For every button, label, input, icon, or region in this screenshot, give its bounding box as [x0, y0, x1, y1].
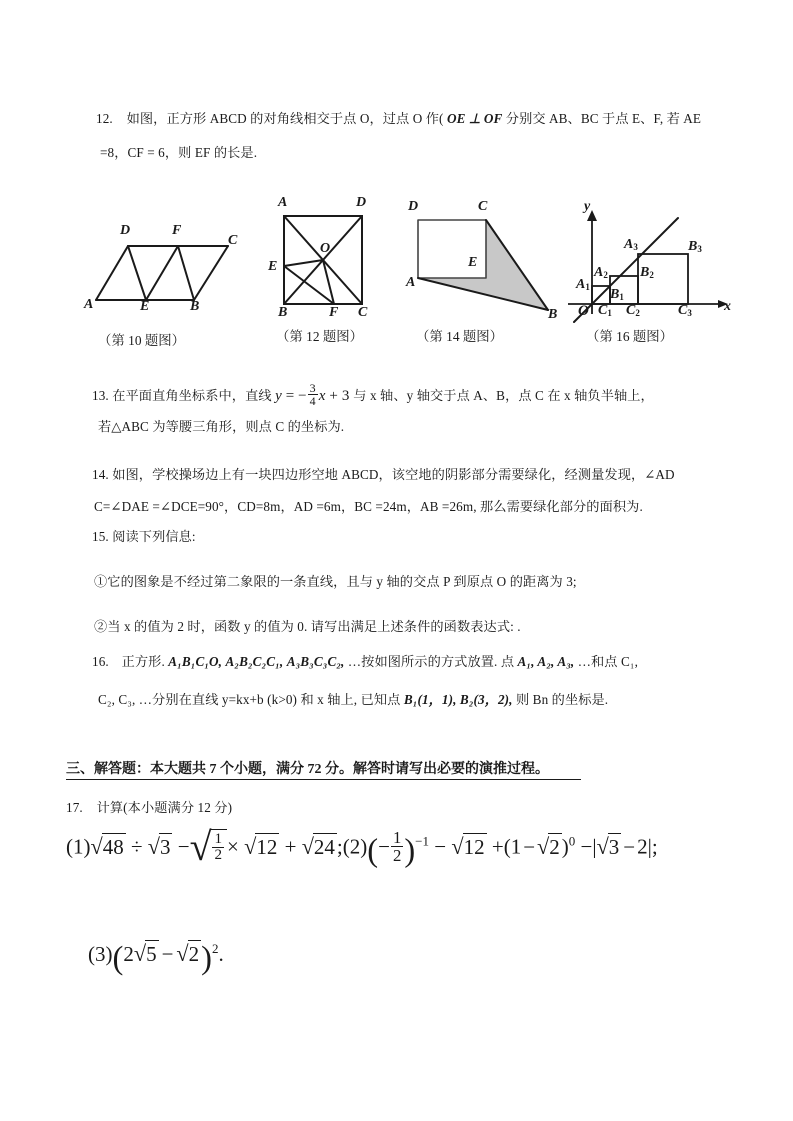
- figure-14-label-d: D: [408, 199, 419, 214]
- figures-row: [0, 195, 793, 358]
- question-13-math-x: x: [318, 387, 326, 404]
- question-16-point-b1: B₁(1，1),: [403, 692, 457, 707]
- figure-16-label-b3: B3: [688, 239, 702, 254]
- minus-sign-3: −: [161, 942, 174, 966]
- figure-14-label-e: E: [468, 255, 478, 270]
- question-16-points-a: A₁, A₂, A₃,: [517, 654, 575, 669]
- figure-14-drawing: [408, 200, 558, 322]
- question-16-text-c: …和点 C₁,: [577, 654, 638, 669]
- question-15-item-1: ①它的图象是不经过第二象限的一条直线，且与 y 轴的交点 P 到原点 O 的距离为 3;: [94, 574, 577, 589]
- question-15-number: 15.: [92, 529, 109, 544]
- fraction-one-half-1: $\frac{1}{2}$: [214, 830, 223, 864]
- figure-12-caption: （第 12 题图）: [276, 329, 364, 344]
- question-12-math-oe-of: OE ⊥ OF: [446, 111, 503, 126]
- figure-16-caption: （第 16 题图）: [586, 329, 674, 344]
- figure-12-label-c: C: [358, 305, 368, 320]
- minus-sign-2b: −: [434, 834, 447, 859]
- sqrt-2-b: √2: [176, 941, 200, 966]
- question-17-expression-3: [88, 940, 224, 977]
- exponent-0: 0: [568, 833, 576, 849]
- times-sign-1: ×: [227, 834, 239, 859]
- figure-14-shaded-area: [418, 220, 548, 310]
- figure-12: [268, 195, 402, 344]
- question-15-title: 阅读下列信息:: [112, 529, 196, 544]
- question-17-title: 计算(本小题满分 12 分): [96, 800, 233, 815]
- question-13-text-b: 与 x 轴、y 轴交于点 A、B，点 C 在 x 轴负半轴上，: [353, 387, 654, 403]
- question-16-text-d: C₂, C₃, …分别在直线 y=kx+b (k>0) 和 x 轴上, 已知点: [98, 692, 401, 707]
- exponent-2: 2: [211, 941, 219, 956]
- figure-12-label-o: O: [320, 241, 331, 256]
- question-12-text-a: 如图，正方形 ABCD 的对角线相交于点 O，过点 O 作(: [126, 111, 444, 126]
- open-paren-4: (: [112, 940, 124, 977]
- figure-16-label-origin: O: [578, 303, 589, 319]
- figure-16: [566, 199, 736, 344]
- question-16-text-a: 正方形.: [121, 654, 165, 669]
- question-17-expression-1-and-2: [66, 823, 658, 870]
- question-16-square-2: A₂B₂C₂C₁,: [225, 654, 284, 669]
- figure-16-label-c3: C3: [678, 303, 692, 318]
- figure-16-label-b1: B1: [610, 287, 624, 302]
- minus-sign-2a: −: [378, 834, 390, 859]
- question-13-math-y: y: [275, 387, 282, 404]
- exponent-neg-1: −1: [415, 833, 430, 849]
- sqrt-3-b: √3: [596, 833, 620, 859]
- fraction-one-half-2: $\frac{1}{2}$: [392, 828, 402, 866]
- question-16-line-2: [98, 693, 608, 706]
- figure-12-label-f: F: [329, 305, 339, 320]
- plus-sign-2: +: [491, 834, 504, 859]
- question-12-number: 12.: [96, 111, 113, 126]
- question-13-math-plus: + 3: [329, 387, 350, 404]
- figure-14-label-b: B: [548, 307, 558, 322]
- semicolon-1: ;: [336, 834, 343, 859]
- sqrt-12-a: √12: [244, 833, 278, 859]
- question-13-math-eq: = −: [285, 387, 307, 404]
- question-16-text-b: …按如图所示的方式放置. 点: [347, 654, 515, 669]
- figure-16-label-c1: C1: [598, 303, 612, 318]
- question-15-line-1: [92, 530, 196, 543]
- figure-10: [84, 206, 248, 348]
- abs-close: |: [647, 834, 652, 859]
- question-13-line-2: 若△ABC 为等腰三角形，则点 C 的坐标为.: [98, 419, 345, 434]
- figure-12-drawing: [272, 200, 402, 320]
- question-17-part-3-label: (3): [88, 942, 113, 966]
- question-13-text-a: 在平面直角坐标系中，直线: [112, 387, 272, 403]
- one-term: 1: [510, 834, 522, 859]
- sqrt-5: √5: [133, 941, 157, 966]
- open-paren-2: (: [367, 833, 379, 870]
- close-paren-4: ): [201, 940, 212, 977]
- figure-16-label-y-axis: y: [584, 199, 591, 214]
- question-13-line-1: [92, 382, 654, 407]
- minus-sign-2c: −: [523, 834, 536, 859]
- question-12-text-b: 分别交 AB、BC 于点 E、F, 若 AE: [505, 111, 702, 126]
- question-17-line-1: [66, 801, 232, 814]
- question-17-part-2-label: (2): [342, 834, 368, 859]
- figure-10-drawing: [88, 206, 248, 318]
- figure-16-label-c2: C2: [626, 303, 640, 318]
- question-17-part-1-label: (1): [66, 834, 91, 859]
- close-paren-3: ): [561, 834, 569, 859]
- sqrt-2-a: √2: [537, 833, 560, 859]
- semicolon-2: ;: [651, 834, 658, 859]
- figure-10-label-a: A: [84, 297, 94, 312]
- close-paren-2: ): [404, 833, 416, 870]
- figure-16-label-b2: B2: [640, 265, 654, 280]
- question-16-line-1: [92, 655, 638, 668]
- question-12-line-1: [96, 112, 701, 125]
- question-16-text-e: 则 Bn 的坐标是.: [515, 692, 609, 707]
- sqrt-24: √24: [301, 833, 335, 859]
- sqrt-3: √3: [147, 833, 171, 859]
- question-16-square-1: A₁B₁C₁O,: [168, 654, 223, 669]
- figure-10-label-b: B: [190, 299, 200, 314]
- figure-10-label-c: C: [228, 233, 238, 248]
- sqrt-one-half: √ $\frac{1}{2}$: [190, 823, 227, 870]
- figure-14-caption: （第 14 题图）: [416, 329, 504, 344]
- plus-sign-1: +: [284, 834, 297, 859]
- figure-14-label-a: A: [406, 275, 416, 290]
- open-paren-3: (: [503, 834, 511, 859]
- figure-16-label-a3: A3: [624, 237, 638, 252]
- divide-sign-1: ÷: [130, 834, 143, 859]
- figure-16-label-a2: A2: [594, 265, 608, 280]
- question-16-number: 16.: [92, 654, 109, 669]
- figure-10-label-d: D: [120, 223, 131, 238]
- section-heading-underline: [66, 779, 581, 780]
- coefficient-2: 2: [123, 942, 134, 966]
- question-16-square-3: A₃B₃C₃C₂,: [286, 654, 345, 669]
- minus-sign-2e: −: [623, 834, 636, 859]
- question-12-line-2: =8，CF = 6，则 EF 的长是.: [100, 145, 258, 160]
- figure-10-label-f: F: [172, 223, 182, 238]
- figure-14: [406, 199, 558, 344]
- figure-16-label-a1: A1: [576, 277, 590, 292]
- figure-12-label-e: E: [268, 259, 278, 274]
- sqrt-12-b: √12: [451, 833, 485, 859]
- question-14-line-1: [92, 468, 675, 481]
- figure-10-caption: （第 10 题图）: [98, 333, 186, 348]
- question-14-text-1: 如图，学校操场边上有一块四边形空地 ABCD，该空地的阴影部分需要绿化，经测量发现，∠AD: [112, 467, 675, 482]
- question-16-point-b2: B₂(3，2),: [459, 692, 513, 707]
- figure-10-label-e: E: [140, 299, 150, 314]
- section-heading: 三、解答题：本大题共 7 个小题，满分 72 分。解答时请写出必要的演推过程。: [66, 762, 549, 777]
- question-17-number: 17.: [66, 800, 83, 815]
- question-15-item-2: ②当 x 的值为 2 时，函数 y 的值为 0. 请写出满足上述条件的函数表达式: .: [94, 619, 521, 634]
- minus-sign-1: −: [177, 834, 190, 859]
- figure-14-label-c: C: [478, 199, 488, 214]
- figure-16-label-x-axis: x: [724, 299, 731, 314]
- question-13-fraction: $\frac{3}{4}$: [309, 381, 316, 409]
- figure-16-drawing: [566, 200, 736, 322]
- figure-12-label-a: A: [278, 195, 288, 210]
- sqrt-48: √48: [90, 833, 124, 859]
- figure-12-label-b: B: [278, 305, 288, 320]
- question-14-number: 14.: [92, 467, 109, 482]
- abs-open: |: [592, 834, 597, 859]
- minus-sign-2d: −: [580, 834, 593, 859]
- period-3: .: [218, 942, 224, 966]
- figure-12-label-d: D: [356, 195, 367, 210]
- question-14-line-2: C=∠DAE =∠DCE=90°，CD=8m，AD =6m，BC =24m，AB =26m, 那么需要绿化部分的面积为.: [94, 499, 643, 514]
- question-13-number: 13.: [92, 387, 109, 403]
- two-term: 2: [637, 834, 648, 859]
